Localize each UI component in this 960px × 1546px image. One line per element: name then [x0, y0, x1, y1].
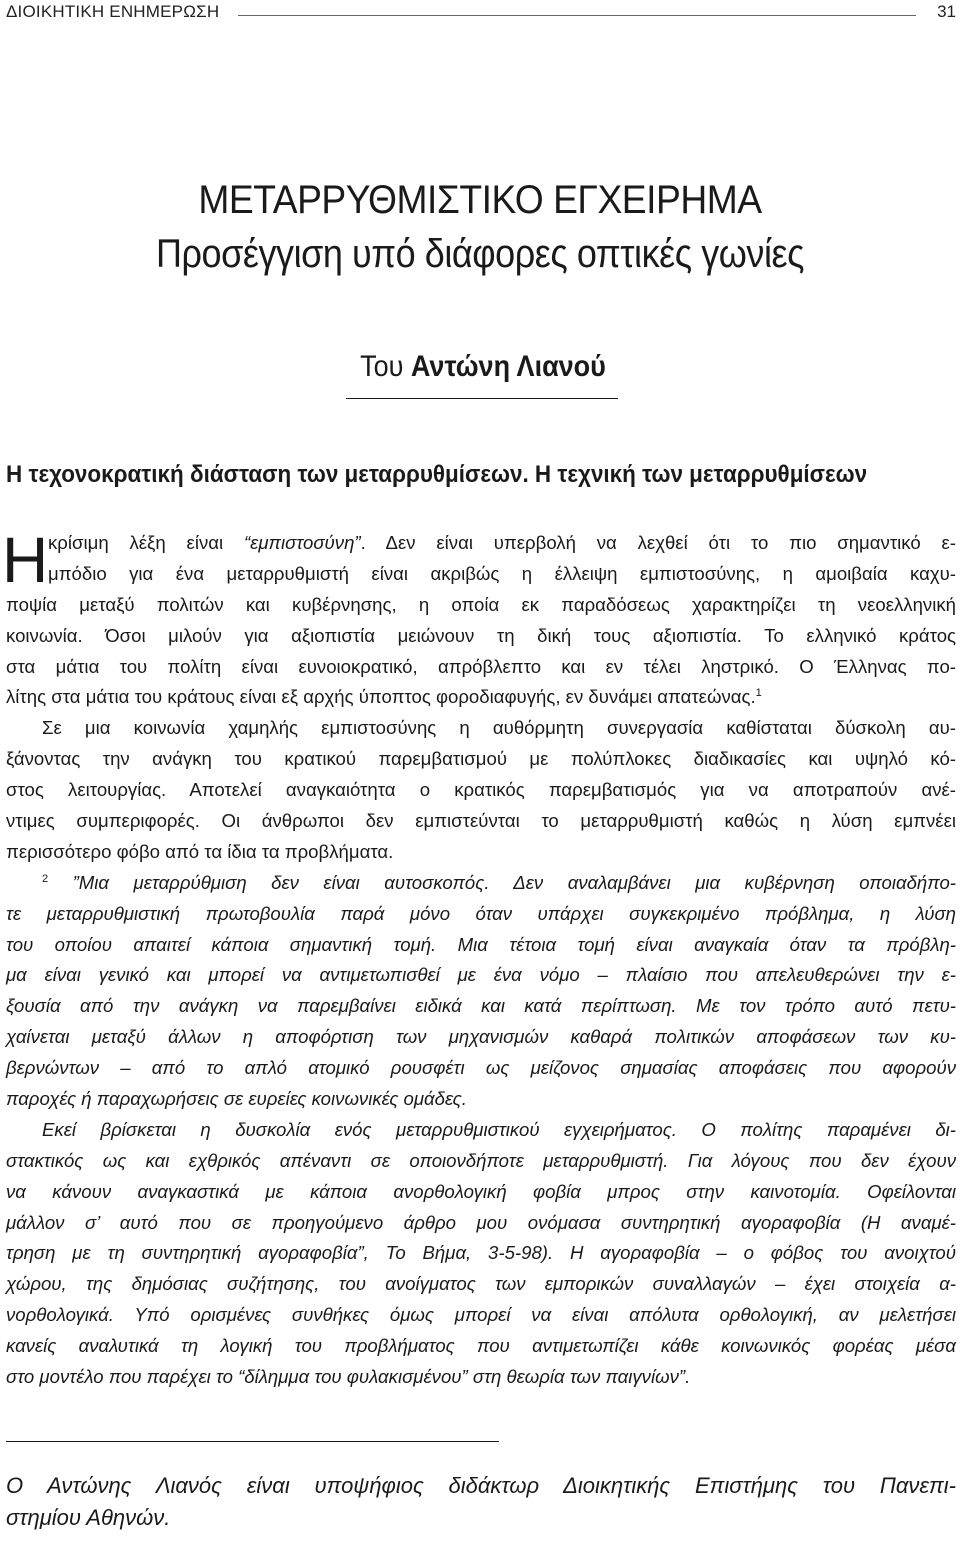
body-text-run: στος λειτουργίας. Αποτελεί αναγκαιότητα ο κρατικός παρεμβατισμός για να αποτραπούν ανέ-	[6, 779, 956, 801]
body-line	[6, 652, 956, 683]
body-line	[6, 1238, 956, 1269]
body-line	[6, 713, 956, 744]
body-text-run: βερνώντων – από το απλό ατομικό ρουσφέτι ως μείζονος σημασίας αποφάσεις που αφορούν	[6, 1057, 956, 1079]
article-title: ΜΕΤΑΡΡΥΘΜΙΣΤΙΚΟ ΕΓΧΕΙΡΗΜΑ	[198, 178, 762, 222]
body-text-run: κανείς αναλυτικά τη λογική του προβλήματος που αντιμετωπίζει κάθε κοινωνικός φορέας μέσα	[6, 1335, 956, 1357]
body-line	[6, 559, 956, 590]
journal-title: ΔΙΟΙΚΗΤΙΚΗ ΕΝΗΜΕΡΩΣΗ	[6, 2, 220, 21]
footnote-marker: 1	[755, 687, 762, 700]
body-text-run: ξουσία από την ανάγκη να παρεμβαίνει ειδικά και κατά περίπτωση. Με τον τρόπο αυτό πετυ-	[6, 995, 956, 1017]
body-text	[2, 524, 956, 1393]
body-text-run: χαίνεται μεταξύ άλλων η αποφόρτιση των μηχανισμών καθαρά πολιτικών αποφάσεων των κυ-	[6, 1026, 956, 1048]
body-line	[6, 1300, 956, 1331]
body-line	[6, 1115, 956, 1146]
body-text-run: στα μάτια του πολίτη είναι ευνοιοκρατικό, απρόβλεπτο και εν τέλει ληστρικό. Ο Έλληνας πο-	[6, 655, 956, 677]
body-line	[6, 1084, 956, 1115]
body-text-run: κρίσιμη λέξη είναι	[48, 532, 244, 553]
author-note-line: στημίου Αθηνών.	[6, 1505, 171, 1530]
section-heading: Η τεχονοκρατική διάσταση των μεταρρυθμίσεων. Η τεχνική των μεταρρυθμίσεων	[6, 461, 868, 488]
body-line	[6, 682, 956, 713]
body-line	[6, 1053, 956, 1084]
body-line	[6, 1146, 956, 1177]
body-text-run: . Δεν είναι υπερβολή να λεχθεί ότι το πιο σημαντικό ε-	[360, 532, 956, 553]
body-line	[6, 1362, 956, 1393]
body-text-run: ”Μια μεταρρύθμιση δεν είναι αυτοσκοπός. Δεν αναλαμβάνει μια κυβέρνηση οποιαδήπο-	[48, 871, 956, 893]
body-line	[6, 528, 956, 559]
body-text-run: στο μοντέλο που παρέχει το “δίλημμα του φυλακισμένου” στη θεωρία των παιγνίων”.	[6, 1366, 691, 1388]
body-line	[6, 1022, 956, 1053]
body-line	[6, 744, 956, 775]
page-number: 31	[937, 2, 956, 21]
body-line	[6, 1208, 956, 1239]
body-line	[6, 868, 956, 899]
author-note	[6, 1470, 956, 1534]
body-line	[6, 1177, 956, 1208]
body-line	[6, 775, 956, 806]
body-line	[6, 960, 956, 991]
body-text-run: να κάνουν αναγκαστικά με κάποια ανορθολογική φοβία μπρος στην καινοτομία. Οφείλονται	[6, 1180, 956, 1202]
drop-cap: Η	[2, 524, 49, 596]
body-text-run: μπόδιο για ένα μεταρρυθμιστή είναι ακριβώς η έλλειψη εμπιστοσύνης, η αμοιβαία καχυ-	[48, 562, 956, 584]
body-line	[6, 899, 956, 930]
body-text-run: Σε μια κοινωνία χαμηλής εμπιστοσύνης η αυθόρμητη συνεργασία καθίσταται δύσκολη αυ-	[42, 717, 956, 739]
byline	[48, 350, 917, 384]
body-text-run: ξάνοντας την ανάγκη του κρατικού παρεμβατισμού με πολύπλοκες διαδικασίες και υψηλό κό-	[6, 748, 956, 770]
body-line	[6, 806, 956, 837]
author-name: Αντώνη Λιανού	[410, 350, 606, 383]
body-line	[6, 590, 956, 621]
body-line	[6, 930, 956, 961]
body-line	[6, 991, 956, 1022]
body-text-run: Εκεί βρίσκεται η δυσκολία ενός μεταρρυθμιστικού εγχειρήματος. Ο πολίτης παραμένει δι-	[42, 1118, 956, 1140]
body-text-run: χώρου, της δημόσιας συζήτησης, του ανοίγματος των εμπορικών συναλλαγών – έχει στοιχεία α-	[6, 1273, 956, 1295]
author-note-line: Ο Αντώνης Λιανός είναι υποψήφιος διδάκτωρ Διοικητικής Επιστήμης του Πανεπι-	[6, 1473, 956, 1498]
body-text-run: κοινωνία. Όσοι μιλούν για αξιοπιστία μειώνουν τη δική τους αξιοπιστία. Το ελληνικό κράτος	[6, 624, 956, 646]
footnote-marker: 2	[42, 872, 49, 885]
body-text-run: ποψία μεταξύ πολιτών και κυβέρνησης, η οποία εκ παραδόσεως χαρακτηρίζει τη νεοελληνική	[6, 593, 956, 615]
body-text-run: του οποίου απαιτεί κάποια σημαντική τομή. Μια τέτοια τομή είναι αναγκαία όταν τα πρόβλη-	[6, 933, 956, 955]
body-text-run: παροχές ή παραχωρήσεις σε ευρείες κοινωνικές ομάδες.	[6, 1088, 467, 1110]
body-text-run: τε μεταρρυθμιστική πρωτοβουλία παρά μόνο όταν υπάρχει συγκεκριμένο πρόβλημα, η λύση	[6, 902, 956, 924]
body-text-run: περισσότερο φόβο από τα ίδια τα προβλήματα.	[6, 840, 394, 862]
body-text-run: λίτης στα μάτια του κράτους είναι εξ αρχής ύποπτος φοροδιαφυγής, εν δυνάμει απατεώνας.	[6, 686, 756, 708]
running-header	[6, 2, 956, 26]
body-line	[6, 1269, 956, 1300]
footnote-rule	[6, 1441, 499, 1442]
header-rule	[238, 15, 916, 16]
body-text-run: μάλλον σ’ αυτό που σε προηγούμενο άρθρο μου ονόμασα συντηρητική αγοραφοβία (Η αναμέ-	[6, 1211, 956, 1233]
byline-prefix: Του	[360, 350, 404, 383]
body-text-run: στακτικός ως και εχθρικός απέναντι σε οποιονδήποτε μεταρρυθμιστή. Για λόγους που δεν έχουν	[6, 1149, 956, 1171]
byline-underline	[346, 398, 618, 399]
body-text-run: “εμπιστοσύνη”	[243, 532, 361, 553]
body-line	[6, 837, 956, 868]
article-subtitle: Προσέγγιση υπό διάφορες οπτικές γωνίες	[155, 232, 805, 276]
body-text-run: νορθολογικά. Υπό ορισμένες συνθήκες όμως μπορεί να είναι απόλυτα ορθολογική, αν μελετήσει	[6, 1304, 956, 1326]
body-text-run: ντιμες συμπεριφορές. Οι άνθρωποι δεν εμπιστεύνται το μεταρρυθμιστή καθώς η λύση εμπνέει	[6, 810, 956, 832]
body-line	[6, 1331, 956, 1362]
body-line	[6, 621, 956, 652]
body-text-run: μα είναι γενικό και μπορεί να αντιμετωπισθεί με ένα νόμο – πλαίσιο που απελευθερώνει την ε-	[6, 964, 956, 986]
body-text-run: τρηση με τη συντηρητική αγοραφοβία”, Το Βήμα, 3-5-98). Η αγοραφοβία – ο φόβος του ανοιχτού	[6, 1242, 956, 1264]
